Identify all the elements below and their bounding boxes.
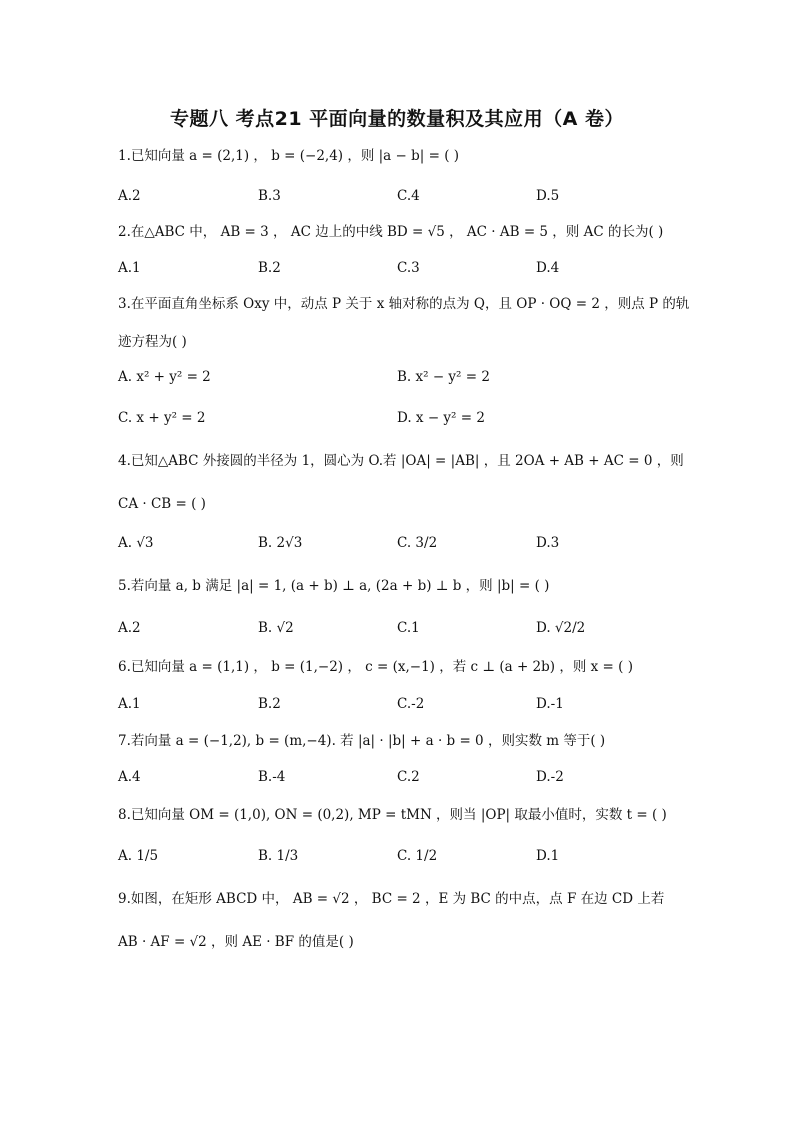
- question-4-option-c: C. 3/2: [397, 535, 438, 551]
- question-2-option-b: B.2: [258, 260, 281, 276]
- question-6-option-c: C.-2: [397, 696, 425, 712]
- question-7-option-a: A.4: [118, 769, 141, 785]
- question-2-option-a: A.1: [118, 260, 141, 276]
- question-1-option-d: D.5: [536, 188, 560, 204]
- question-3-option-c: C. x + y² = 2: [118, 410, 206, 426]
- question-4-option-b: B. 2√3: [258, 535, 303, 551]
- question-5-option-c: C.1: [397, 620, 420, 636]
- question-3-option-d: D. x − y² = 2: [397, 410, 485, 426]
- question-7-stem: 7.若向量 a = (−1,2), b = (m,−4). 若 |a| · |b| + a · b = 0 ，则实数 m 等于( ): [118, 733, 606, 749]
- question-6-option-d: D.-1: [536, 696, 564, 712]
- question-7-option-d: D.-2: [536, 769, 564, 785]
- question-6-stem: 6.已知向量 a = (1,1) ， b = (1,−2) ， c = (x,−1) ，若 c ⊥ (a + 2b) ，则 x = ( ): [118, 659, 633, 675]
- question-6-option-b: B.2: [258, 696, 281, 712]
- question-6-option-a: A.1: [118, 696, 141, 712]
- question-2-option-c: C.3: [397, 260, 420, 276]
- question-4-stem-line-2: CA · CB = ( ): [118, 496, 206, 512]
- question-7-option-c: C.2: [397, 769, 420, 785]
- question-1-option-a: A.2: [118, 188, 141, 204]
- question-3-option-a: A. x² + y² = 2: [118, 369, 211, 385]
- question-3-stem-line-1: 3.在平面直角坐标系 Oxy 中，动点 P 关于 x 轴对称的点为 Q，且 OP · OQ = 2 ，则点 P 的轨: [118, 296, 690, 312]
- page-title: 专题八 考点21 平面向量的数量积及其应用（A 卷）: [170, 108, 624, 130]
- question-8-option-a: A. 1/5: [118, 848, 159, 864]
- question-3-stem-line-2: 迹方程为( ): [118, 334, 187, 350]
- question-5-option-b: B. √2: [258, 620, 294, 636]
- question-2-stem: 2.在△ABC 中， AB = 3 ， AC 边上的中线 BD = √5 ， AC · AB = 5 ，则 AC 的长为( ): [118, 224, 664, 240]
- question-9-stem-line-1: 9.如图，在矩形 ABCD 中， AB = √2 ， BC = 2 ，E 为 BC 的中点，点 F 在边 CD 上若: [118, 891, 665, 907]
- question-5-stem: 5.若向量 a, b 满足 |a| = 1, (a + b) ⊥ a, (2a + b) ⊥ b ，则 |b| = ( ): [118, 578, 550, 594]
- question-8-stem: 8.已知向量 OM = (1,0), ON = (0,2), MP = tMN ，则当 |OP| 取最小值时，实数 t = ( ): [118, 807, 667, 823]
- question-4-stem-line-1: 4.已知△ABC 外接圆的半径为 1，圆心为 O.若 |OA| = |AB| ，且 2OA + AB + AC = 0 ，则: [118, 453, 684, 469]
- question-1-option-c: C.4: [397, 188, 420, 204]
- question-4-option-d: D.3: [536, 535, 560, 551]
- question-9-stem-line-2: AB · AF = √2 ，则 AE · BF 的值是( ): [118, 934, 354, 950]
- question-5-option-d: D. √2/2: [536, 620, 586, 636]
- question-1-stem: 1.已知向量 a = (2,1) ， b = (−2,4) ，则 |a − b| = ( ): [118, 148, 460, 164]
- question-8-option-c: C. 1/2: [397, 848, 438, 864]
- question-8-option-d: D.1: [536, 848, 560, 864]
- question-7-option-b: B.-4: [258, 769, 286, 785]
- question-2-option-d: D.4: [536, 260, 560, 276]
- question-4-option-a: A. √3: [118, 535, 154, 551]
- question-5-option-a: A.2: [118, 620, 141, 636]
- question-3-option-b: B. x² − y² = 2: [397, 369, 490, 385]
- question-1-option-b: B.3: [258, 188, 281, 204]
- question-8-option-b: B. 1/3: [258, 848, 299, 864]
